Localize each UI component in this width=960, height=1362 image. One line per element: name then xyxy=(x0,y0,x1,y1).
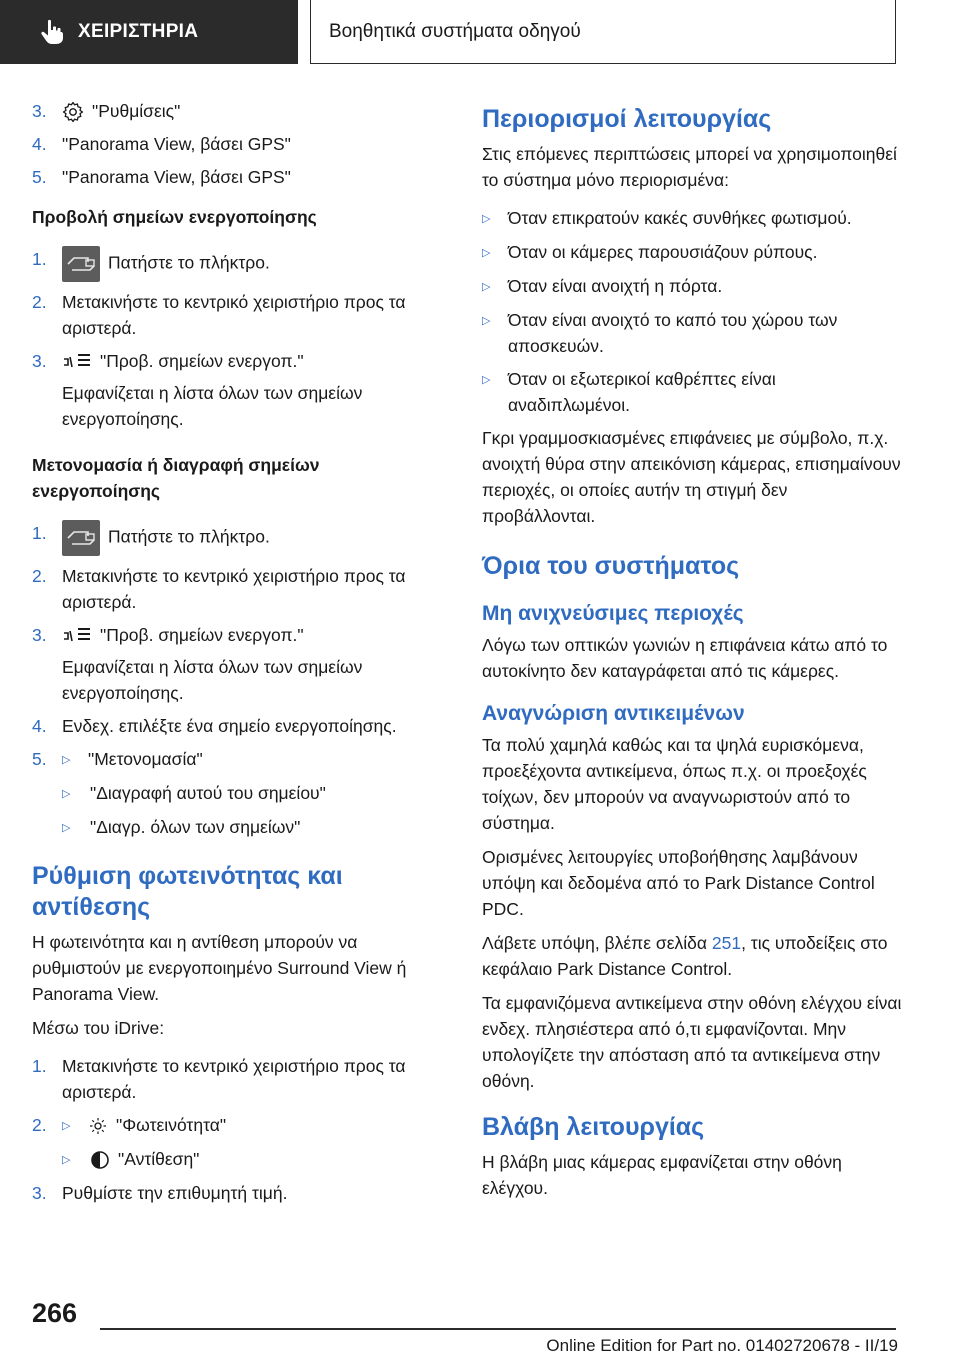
list-item: 2. ▷ "Φωτεινότητα" xyxy=(32,1112,450,1139)
points-list-icon xyxy=(62,625,92,647)
triangle-bullet-icon: ▷ xyxy=(62,1154,71,1166)
list-item: 4. "Panorama View, βάσει GPS" xyxy=(32,134,291,154)
left-column xyxy=(32,98,450,1213)
footer-divider xyxy=(100,1328,896,1330)
detection-paragraph: Τα εμφανιζόμενα αντικείμενα στην οθόνη ελέγχου είναι ενδεχ. πλησιέστερα από ό,τι εμφανίζονται. Μην υπολογίζετε την απόσταση από τα αντικείμενα στην οθόνη. xyxy=(482,993,902,1091)
triangle-bullet-icon: ▷ xyxy=(482,315,491,327)
list-item: 2. Μετακινήστε το κεντρικό χειριστήριο προς τα αριστερά. xyxy=(32,292,406,338)
section-tab[interactable] xyxy=(0,0,298,64)
triangle-bullet-icon: ▷ xyxy=(482,374,491,386)
list-item: 1. Μετακινήστε το κεντρικό χειριστήριο προς τα αριστερά. xyxy=(32,1056,406,1102)
list-item: ▷ "Διαγρ. όλων των σημείων" xyxy=(62,814,450,841)
list-item: ▷ Όταν είναι ανοιχτή η πόρτα. xyxy=(482,273,902,300)
fault-heading: Βλάβη λειτουργίας xyxy=(482,1113,705,1141)
list-item: 5. ▷ "Μετονομασία" xyxy=(32,746,450,773)
triangle-bullet-icon: ▷ xyxy=(62,788,71,800)
points-list-icon xyxy=(62,351,92,373)
list-item: ▷ "Αντίθεση" xyxy=(62,1146,450,1173)
triangle-bullet-icon: ▷ xyxy=(62,754,71,766)
list-item: ▷ Όταν επικρατούν κακές συνθήκες φωτισμού. xyxy=(482,205,902,232)
page-number: 266 xyxy=(32,1298,78,1328)
chapter-title: Βοηθητικά συστήματα οδηγού xyxy=(329,20,581,42)
detection-paragraph: Ορισμένες λειτουργίες υποβοήθησης λαμβάνουν υπόψη και δεδομένα από το Park Distance Control PDC. xyxy=(482,847,875,919)
blind-spots-heading: Μη ανιχνεύσιμες περιοχές xyxy=(482,602,744,625)
list-item: 3. "Προβ. σημείων ενεργοπ." Εμφανίζεται η λίστα όλων των σημείων ενεργοποίησης. xyxy=(32,625,363,703)
triangle-bullet-icon: ▷ xyxy=(482,247,491,259)
limits-paragraph: Γκρι γραμμοσκιασμένες επιφάνειες με σύμβολο, π.χ. ανοιχτή θύρα στην απεικόνιση κάμερας, επισημαίνουν περιοχές, οι οποίες αυτήν τη στιγμή δεν προβάλλονται. xyxy=(482,428,901,526)
idrive-paragraph: Μέσω του iDrive: xyxy=(32,1018,165,1038)
camera-button-icon xyxy=(62,246,100,282)
gear-icon xyxy=(62,101,84,123)
triangle-bullet-icon: ▷ xyxy=(482,281,491,293)
triangle-bullet-icon: ▷ xyxy=(62,822,71,834)
list-item: 3. "Ρυθμίσεις" xyxy=(32,98,450,124)
list-item: 1. Πατήστε το πλήκτρο. xyxy=(32,246,450,282)
triangle-bullet-icon: ▷ xyxy=(62,1120,71,1132)
list-item: ▷ Όταν οι κάμερες παρουσιάζουν ρύπους. xyxy=(482,239,902,266)
system-limits-heading: Όρια του συστήματος xyxy=(482,552,740,580)
brightness-heading: Ρύθμιση φωτεινότητας και αντίθεσης xyxy=(32,862,343,921)
fault-paragraph: Η βλάβη μιας κάμερας εμφανίζεται στην οθόνη ελέγχου. xyxy=(482,1152,842,1198)
right-column xyxy=(482,104,902,1201)
list-item: ▷ Όταν είναι ανοιχτό το καπό του χώρου των αποσκευών. xyxy=(482,307,902,359)
list-item: 3. "Προβ. σημείων ενεργοπ." Εμφανίζεται η λίστα όλων των σημείων ενεργοποίησης. xyxy=(32,351,363,429)
hand-pointer-icon xyxy=(40,19,64,45)
section-title: ΧΕΙΡΙΣΤΗΡΙΑ xyxy=(78,21,199,42)
list-item: 2. Μετακινήστε το κεντρικό χειριστήριο προς τα αριστερά. xyxy=(32,566,406,612)
list-item: 5. "Panorama View, βάσει GPS" xyxy=(32,167,291,187)
object-detection-heading: Αναγνώριση αντικειμένων xyxy=(482,702,745,725)
limits-heading: Περιορισμοί λειτουργίας xyxy=(482,105,772,133)
detection-paragraph: Λάβετε υπόψη, βλέπε σελίδα 251, τις υποδείξεις στο κεφάλαιο Park Distance Control. xyxy=(482,933,888,979)
page-reference-link[interactable]: 251 xyxy=(711,933,742,953)
list-item: ▷ Όταν οι εξωτερικοί καθρέπτες είναι αναδιπλωμένοι. xyxy=(482,366,902,418)
chapter-header xyxy=(310,0,896,64)
detection-paragraph: Τα πολύ χαμηλά καθώς και τα ψηλά ευρισκόμενα, προεξέχοντα αντικείμενα, όπως π.χ. οι προεξοχές τοίχων, δεν μπορούν να αναγνωριστούν από το σύστημα. xyxy=(482,735,867,833)
edition-note: Online Edition for Part no. 01402720678 - II/19 xyxy=(546,1336,898,1355)
brightness-icon xyxy=(88,1116,108,1136)
activation-heading: Προβολή σημείων ενεργοποίησης xyxy=(32,207,317,227)
rename-heading: Μετονομασία ή διαγραφή σημείων ενεργοποίησης xyxy=(32,455,320,501)
list-item: 3. Ρυθμίστε την επιθυμητή τιμή. xyxy=(32,1183,288,1203)
contrast-icon xyxy=(90,1150,110,1170)
list-item: 1. Πατήστε το πλήκτρο. xyxy=(32,520,450,556)
list-item: 4. Ενδεχ. επιλέξτε ένα σημείο ενεργοποίησης. xyxy=(32,716,397,736)
list-item: ▷ "Διαγραφή αυτού του σημείου" xyxy=(62,780,450,807)
blind-spots-paragraph: Λόγω των οπτικών γωνιών η επιφάνεια κάτω από το αυτοκίνητο δεν καταγράφεται από τις κάμερες. xyxy=(482,635,888,681)
limits-intro: Στις επόμενες περιπτώσεις μπορεί να χρησιμοποιηθεί το σύστημα μόνο περιορισμένα: xyxy=(482,144,897,190)
brightness-paragraph: Η φωτεινότητα και η αντίθεση μπορούν να ρυθμιστούν με ενεργοποιημένο Surround View ή Panorama View. xyxy=(32,932,407,1004)
camera-button-icon xyxy=(62,520,100,556)
triangle-bullet-icon: ▷ xyxy=(482,213,491,225)
